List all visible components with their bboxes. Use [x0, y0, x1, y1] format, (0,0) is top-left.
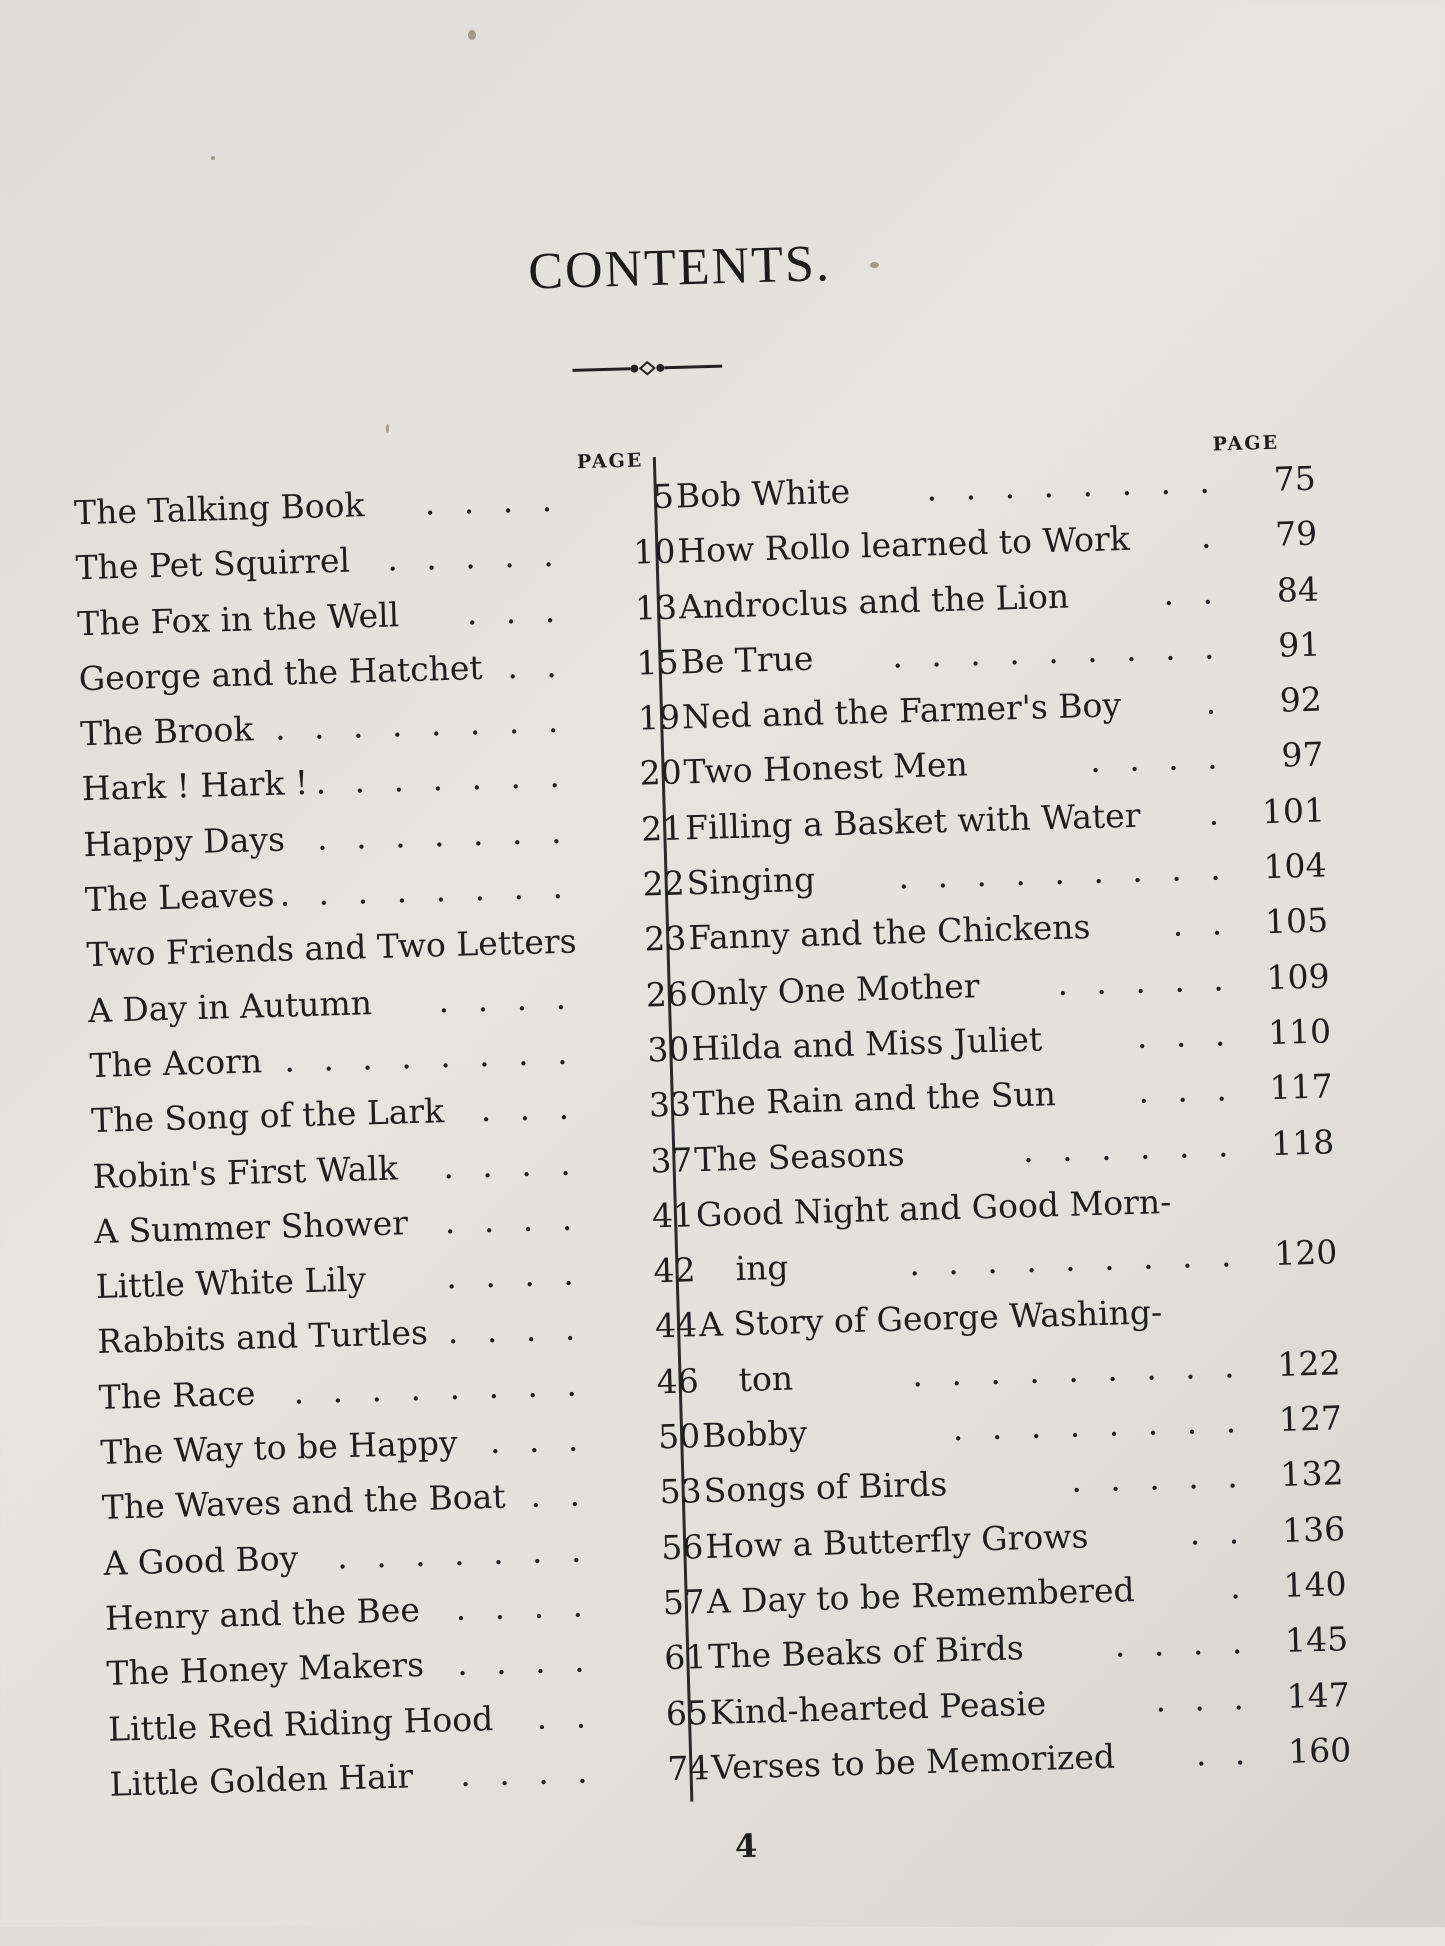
- toc-entry-leader-dots: . . . .: [444, 1198, 582, 1242]
- toc-entry-leader-dots: . . .: [1136, 1014, 1235, 1056]
- toc-entry-page-number: 147: [1286, 1674, 1351, 1716]
- toc-entry-leader-dots: . . . .: [442, 1142, 581, 1186]
- toc-entry-title: ing: [734, 1247, 789, 1289]
- toc-entry-leader-dots: .: [1200, 516, 1221, 557]
- toc-entry-leader-dots: . .: [506, 645, 567, 687]
- toc-entry-leader-dots: . . .: [1154, 1677, 1254, 1720]
- toc-entry-title: Two Honest Men: [683, 744, 969, 792]
- toc-entry-title: A Day in Autumn: [87, 982, 373, 1030]
- paper-speck: [468, 30, 476, 40]
- toc-entry-title: A Summer Shower: [93, 1203, 409, 1251]
- toc-entry-leader-dots: . . . . .: [1070, 1456, 1248, 1501]
- left-page-column-header: PAGE: [576, 449, 644, 474]
- toc-entry-page-number: 92: [1279, 679, 1323, 720]
- toc-entry-leader-dots: . .: [1162, 571, 1223, 613]
- toc-entry-leader-dots: . . . . . . . . .: [911, 1345, 1244, 1394]
- toc-entry-leader-dots: . . . .: [445, 1253, 584, 1297]
- toc-entry-page-number: 13: [634, 587, 678, 628]
- toc-entry-title: How a Butterfly Grows: [704, 1516, 1089, 1566]
- toc-entry-leader-dots: . . .: [479, 1087, 579, 1130]
- toc-entry-title: The Beaks of Birds: [707, 1628, 1025, 1677]
- toc-entry-leader-dots: . . . .: [1089, 737, 1227, 781]
- toc-entry-title: Little White Lily: [95, 1259, 367, 1307]
- toc-entry-page-number: 44: [654, 1305, 698, 1346]
- toc-entry-title: The Leaves: [84, 874, 275, 920]
- toc-entry-leader-dots: . . . . . . .: [316, 811, 571, 858]
- toc-entry-page-number: 101: [1261, 790, 1326, 832]
- toc-entry-title: Little Golden Hair: [109, 1756, 414, 1804]
- toc-entry-leader-dots: .: [1229, 1566, 1251, 1607]
- toc-entry-leader-dots: . . . .: [447, 1308, 585, 1352]
- toc-entry-title: Songs of Birds: [703, 1464, 948, 1511]
- toc-entry-title: Ned and the Farmer's Boy: [681, 685, 1122, 737]
- toc-entry-leader-dots: . . . .: [1114, 1622, 1252, 1665]
- toc-entry-title: The Rain and the Sun: [692, 1074, 1057, 1124]
- toc-entry-title: Bob White: [675, 471, 851, 516]
- toc-entry-page-number: 120: [1273, 1232, 1338, 1274]
- toc-entry-page-number: 118: [1270, 1121, 1335, 1163]
- toc-entry-title: Kind-hearted Peasie: [709, 1683, 1047, 1732]
- toc-entry-leader-dots: . . . . . . . .: [925, 461, 1220, 509]
- toc-entry-title: George and the Hatchet: [78, 647, 484, 699]
- toc-entry-title: The Pet Squirrel: [75, 540, 351, 588]
- toc-entry-title: The Race: [98, 1373, 256, 1417]
- toc-entry-page-number: 84: [1276, 569, 1320, 610]
- toc-entry-page-number: 5: [652, 476, 675, 517]
- toc-entry-page-number: 50: [657, 1416, 701, 1457]
- toc-entry-title: How Rollo learned to Work: [676, 519, 1131, 571]
- ornament-divider-icon: [572, 356, 722, 380]
- toc-entry-page-number: 127: [1278, 1398, 1343, 1440]
- toc-entry-title: Only One Mother: [689, 965, 981, 1013]
- toc-entry-leader-dots: . . . .: [424, 479, 562, 523]
- page-title: CONTENTS.: [527, 235, 832, 301]
- toc-entry-page-number: 91: [1277, 624, 1321, 665]
- toc-entry-page-number: 21: [640, 808, 684, 849]
- toc-entry-page-number: 105: [1264, 900, 1329, 942]
- toc-entry-leader-dots: . .: [1172, 903, 1232, 945]
- toc-entry-leader-dots: . . . .: [456, 1640, 594, 1684]
- toc-entry-title: The Song of the Lark: [90, 1091, 445, 1141]
- toc-entry-title: The Way to be Happy: [99, 1422, 459, 1472]
- toc-entry-title: The Fox in the Well: [76, 594, 400, 643]
- toc-entry-page-number: 15: [636, 642, 680, 683]
- toc-entry-leader-dots: . . . . . . . .: [274, 700, 568, 748]
- toc-entry-page-number: 109: [1266, 956, 1331, 997]
- toc-entry-page-number: 41: [651, 1195, 695, 1236]
- toc-entry-page-number: 42: [653, 1250, 697, 1291]
- toc-entry-page-number: 10: [632, 531, 677, 572]
- toc-entry-page-number: 140: [1283, 1564, 1348, 1605]
- toc-entry-page-number: 46: [656, 1360, 700, 1402]
- toc-entry-leader-dots: . . . . . . .: [314, 756, 570, 803]
- toc-entry-page-number: 33: [648, 1084, 692, 1125]
- toc-entry-page-number: 65: [665, 1692, 709, 1733]
- right-page-column-header: PAGE: [1212, 431, 1280, 456]
- toc-entry-title: Fanny and the Chickens: [687, 907, 1091, 958]
- toc-entry-page-number: 20: [639, 752, 683, 794]
- toc-entry-title: The Brook: [79, 709, 254, 754]
- toc-entry-leader-dots: . . . .: [437, 977, 576, 1020]
- toc-entry-page-number: 53: [659, 1471, 703, 1512]
- toc-entry-title: Bobby: [701, 1413, 808, 1456]
- toc-entry-page-number: 122: [1276, 1343, 1341, 1384]
- toc-entry-leader-dots: . . . . . . . .: [278, 866, 573, 914]
- toc-entry-title: Filling a Basket with Water: [684, 795, 1141, 848]
- toc-entry-leader-dots: . . . . . . . . .: [897, 848, 1231, 897]
- toc-entry-page-number: 74: [666, 1747, 710, 1789]
- left-contents-column: [73, 469, 710, 1812]
- toc-entry-page-number: 110: [1267, 1011, 1332, 1053]
- toc-entry-title: Robin's First Walk: [92, 1148, 399, 1196]
- toc-entry-page-number: 145: [1284, 1619, 1349, 1661]
- toc-entry-leader-dots: . . . . . . .: [336, 1529, 591, 1576]
- toc-entry-page-number: 160: [1287, 1729, 1352, 1771]
- toc-entry-page-number: 22: [642, 863, 686, 904]
- toc-entry-title: Verses to be Memorized: [710, 1736, 1116, 1787]
- toc-entry-leader-dots: . . .: [489, 1419, 588, 1462]
- toc-entry-page-number: 79: [1274, 513, 1318, 555]
- toc-entry-leader-dots: . . . . .: [1056, 958, 1234, 1003]
- toc-entry-title: The Acorn: [89, 1041, 263, 1086]
- toc-entry-title: The Talking Book: [73, 485, 365, 533]
- toc-entry-title: Be True: [680, 638, 814, 682]
- toc-entry-leader-dots: . . . . .: [386, 534, 564, 579]
- toc-entry-leader-dots: .: [1207, 792, 1229, 833]
- toc-entry-title: Little Red Riding Hood: [107, 1698, 494, 1749]
- toc-entry-title: Androclus and the Lion: [678, 576, 1070, 627]
- toc-entry-page-number: 104: [1262, 845, 1328, 887]
- toc-entry-leader-dots: . . . . . . . .: [952, 1401, 1246, 1449]
- paper-speck: [386, 424, 389, 433]
- toc-entry-leader-dots: . . .: [466, 590, 565, 632]
- toc-entry-title: The Seasons: [693, 1133, 906, 1179]
- toc-entry-leader-dots: . . . . . . . .: [292, 1364, 587, 1412]
- paper-speck: [870, 262, 879, 268]
- toc-entry-title: Two Friends and Two Letters: [85, 921, 578, 975]
- toc-entry-title: Good Night and Good Morn-: [695, 1181, 1172, 1235]
- toc-entry-leader-dots: . .: [1195, 1732, 1255, 1774]
- toc-entry-title: A Good Boy: [102, 1538, 299, 1583]
- toc-entry-page-number: 26: [645, 974, 689, 1015]
- toc-entry-leader-dots: . . . . . . . .: [283, 1032, 577, 1080]
- toc-entry-leader-dots: . . . .: [459, 1751, 598, 1794]
- toc-entry-title: Rabbits and Turtles: [96, 1313, 429, 1362]
- toc-entry-title: Happy Days: [82, 819, 286, 864]
- toc-entry-leader-dots: . . . .: [454, 1585, 593, 1628]
- toc-entry-page-number: 37: [649, 1139, 693, 1181]
- toc-entry-title: The Waves and the Boat: [101, 1476, 507, 1528]
- toc-entry-title: ton: [738, 1358, 794, 1399]
- toc-entry-leader-dots: . .: [529, 1474, 590, 1516]
- toc-entry-title: A Day to be Remembered: [706, 1570, 1136, 1621]
- toc-entry-page-number: 23: [643, 918, 687, 959]
- toc-entry-page-number: 97: [1280, 734, 1324, 776]
- toc-entry-page-number: 61: [663, 1637, 707, 1678]
- toc-entry-title: A Story of George Washing-: [698, 1292, 1163, 1345]
- toc-entry-title: Hilda and Miss Juliet: [690, 1019, 1043, 1069]
- toc-entry-leader-dots: . . .: [1137, 1069, 1237, 1112]
- toc-entry-title: The Honey Makers: [106, 1645, 425, 1694]
- toc-entry-title: Singing: [686, 859, 816, 903]
- paper-speck: [211, 156, 215, 160]
- toc-entry-leader-dots: .: [1204, 682, 1226, 722]
- toc-entry-leader-dots: . . . . . . . . .: [908, 1235, 1241, 1284]
- toc-entry-page-number: 75: [1273, 458, 1317, 499]
- right-contents-column: [675, 451, 1352, 1795]
- toc-entry-page-number: 19: [637, 697, 681, 738]
- toc-entry-leader-dots: . . . . . .: [1022, 1124, 1238, 1170]
- toc-entry-leader-dots: . . . . . . . . .: [891, 627, 1224, 676]
- toc-entry-title: Henry and the Bee: [104, 1590, 421, 1638]
- page-number: 4: [734, 1826, 758, 1866]
- toc-entry-page-number: 30: [646, 1029, 690, 1070]
- toc-entry-page-number: 56: [660, 1526, 704, 1567]
- toc-entry-page-number: 57: [662, 1582, 706, 1623]
- toc-entry-page-number: 117: [1269, 1066, 1334, 1108]
- toc-entry-leader-dots: . .: [535, 1695, 596, 1737]
- toc-entry-page-number: 132: [1279, 1453, 1345, 1495]
- toc-entry-page-number: 136: [1281, 1508, 1346, 1550]
- toc-entry-title: Hark ! Hark !: [81, 763, 309, 809]
- toc-entry-leader-dots: . .: [1189, 1511, 1249, 1553]
